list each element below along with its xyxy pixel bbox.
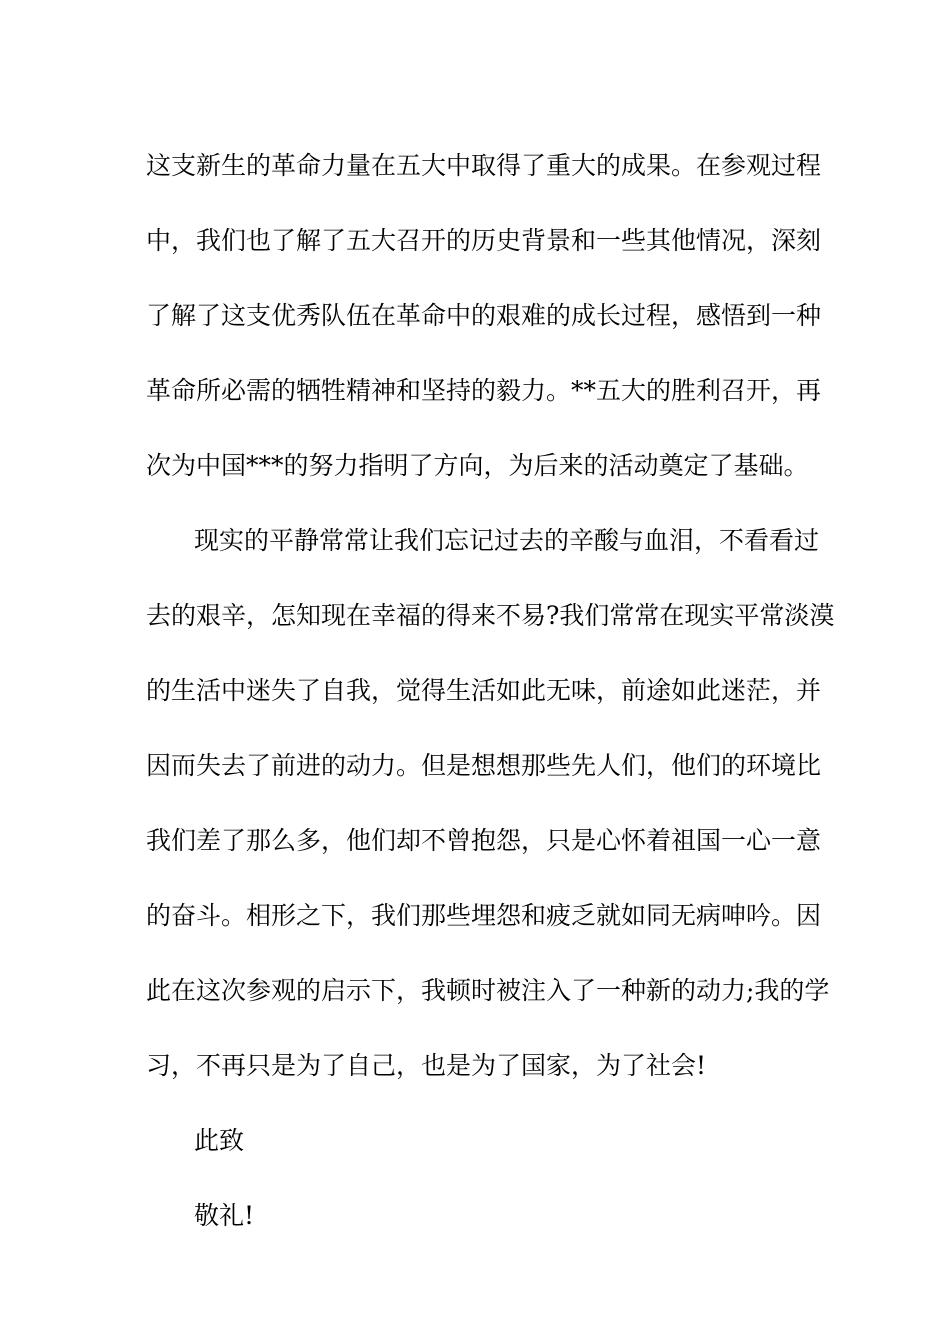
text-line: 次为中国***的努力指明了方向，为后来的活动奠定了基础。 [146,451,809,480]
text-line: 的生活中迷失了自我，觉得生活如此无味，前途如此迷茫，并 [146,676,822,705]
text-line: 革命所必需的牺牲精神和坚持的毅力。**五大的胜利召开，再 [146,376,822,405]
text-line: 去的艰辛，怎知现在幸福的得来不易?我们常常在现实平常淡漠 [146,601,835,630]
paragraph-2 [146,503,835,1103]
text-line: 习，不再只是为了自己，也是为了国家，为了社会! [146,1051,707,1080]
text-line: 中，我们也了解了五大召开的历史背景和一些其他情况，深刻 [146,226,822,255]
closing-regards: 敬礼! [194,1201,255,1230]
text-line: 这支新生的革命力量在五大中取得了重大的成果。在参观过程 [146,151,822,180]
text-line: 的奋斗。相形之下，我们那些埋怨和疲乏就如同无病呻吟。因 [146,901,822,930]
text-line: 我们差了那么多，他们却不曾抱怨，只是心怀着祖国一心一意 [146,826,822,855]
closing [146,1103,808,1253]
text-line: 此在这次参观的启示下，我顿时被注入了一种新的动力;我的学 [146,976,830,1005]
paragraph-1 [146,128,822,503]
text-line: 了解了这支优秀队伍在革命中的艰难的成长过程，感悟到一种 [146,301,822,330]
text-line: 因而失去了前进的动力。但是想想那些先人们，他们的环境比 [146,751,822,780]
document-body [146,128,835,1253]
closing-salutation: 此致 [194,1126,245,1155]
text-line: 现实的平静常常让我们忘记过去的辛酸与血泪，不看看过 [194,526,820,555]
